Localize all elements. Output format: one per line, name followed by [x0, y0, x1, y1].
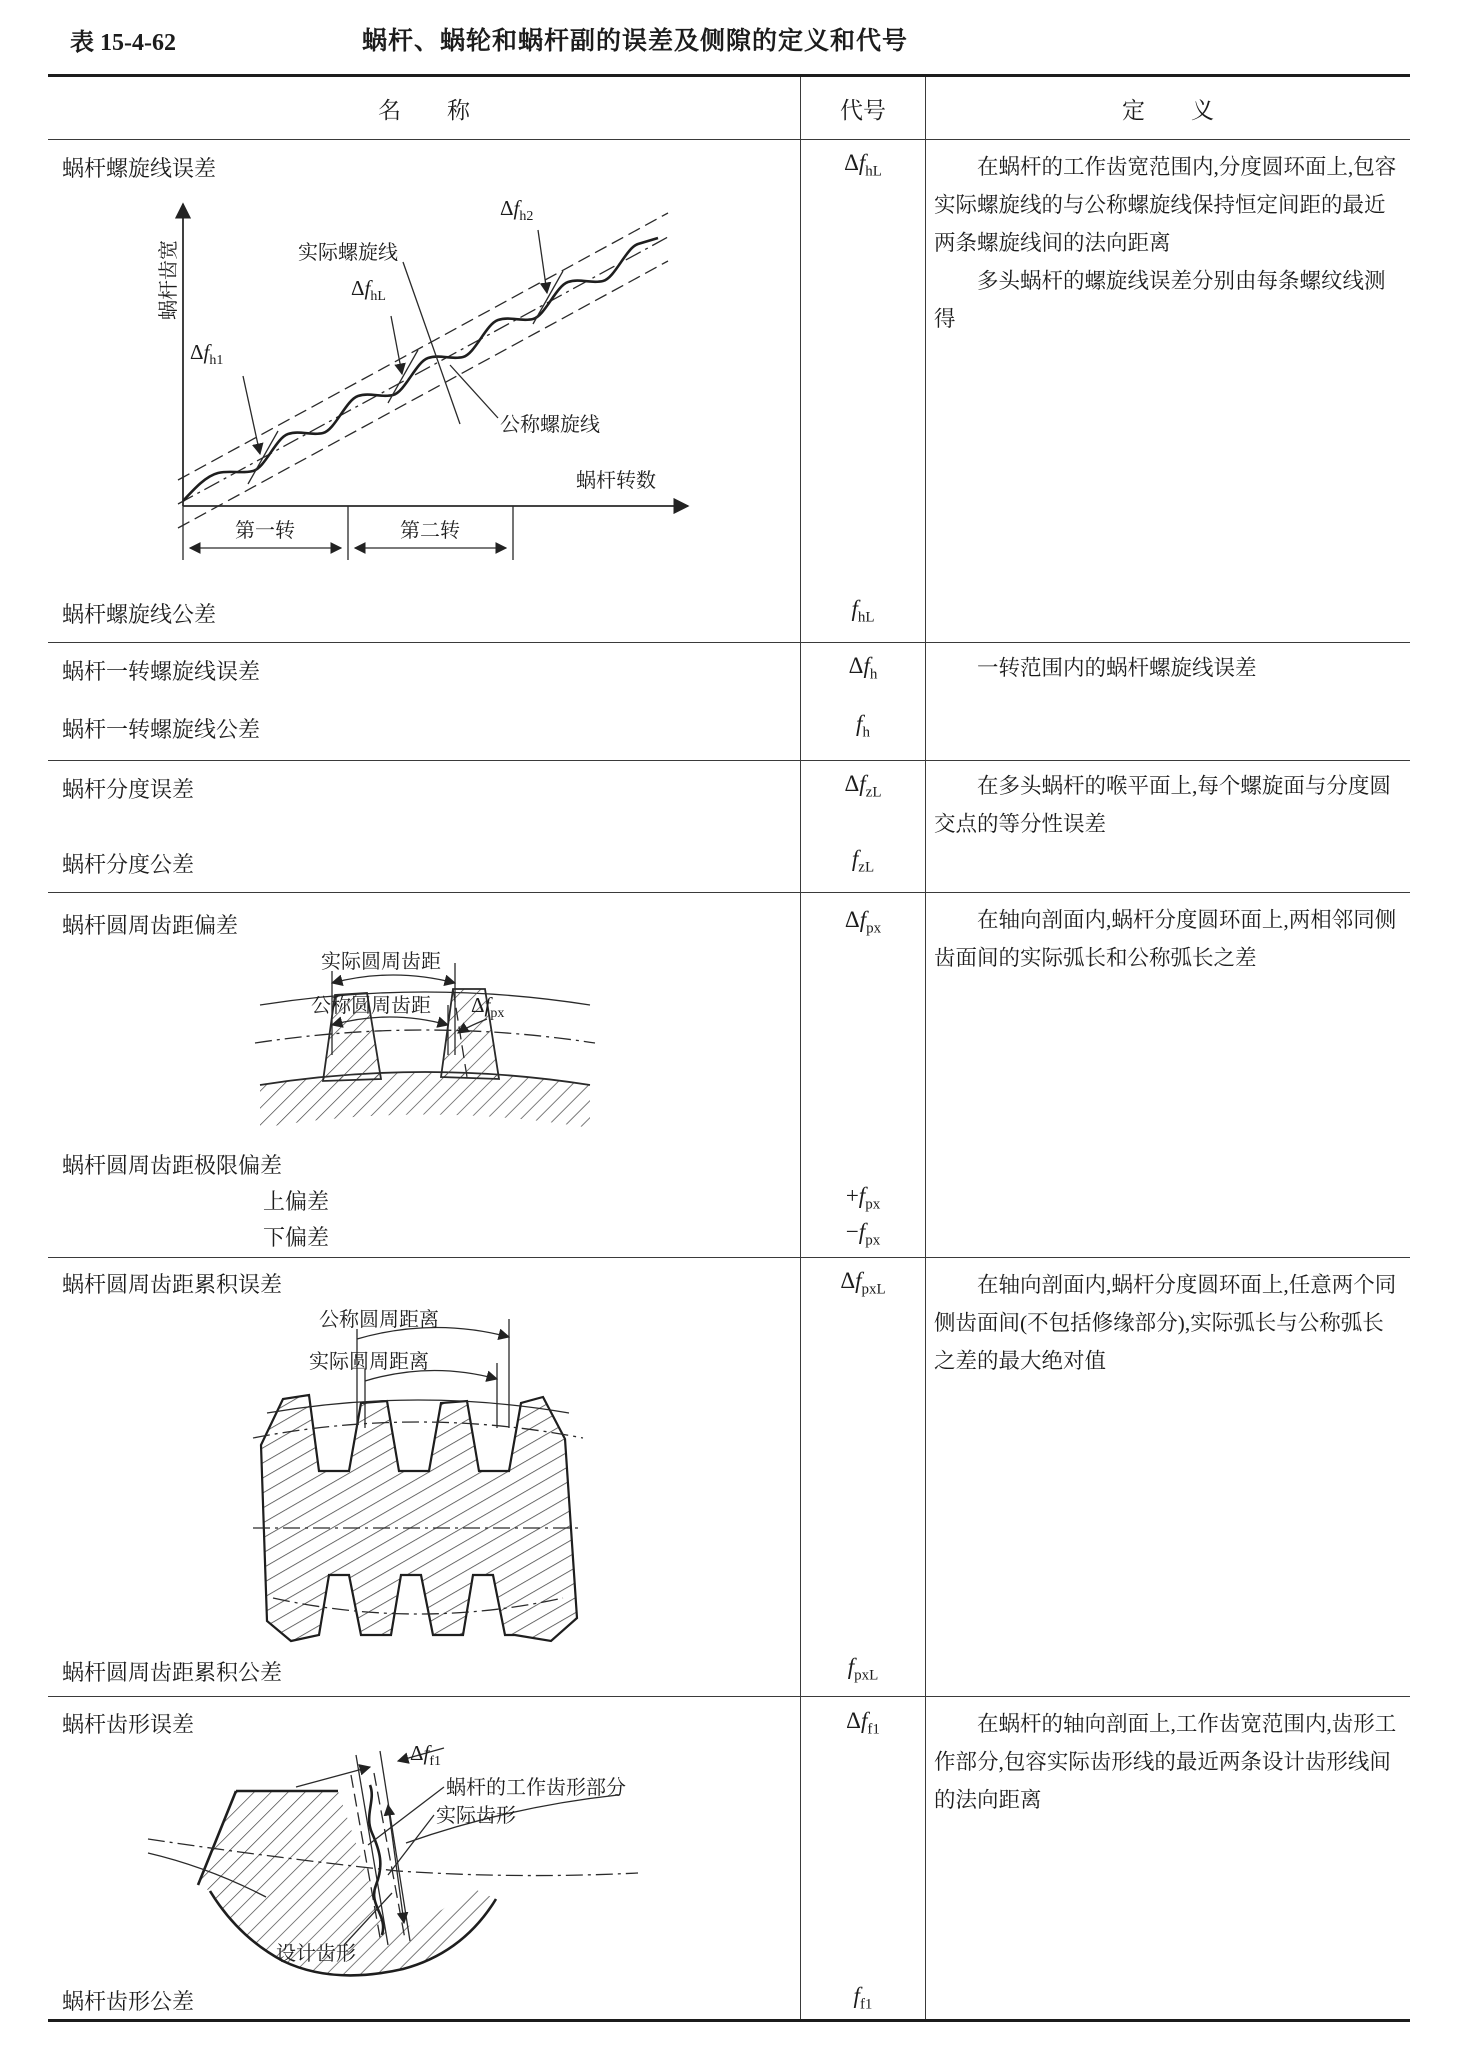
header-definition: 定 义: [925, 77, 1410, 139]
symbol-error: $\Delta f_{pxL}$: [840, 1268, 886, 1298]
definition-text: 在轴向剖面内,蜗杆分度圆环面上,任意两个同侧齿面间(不包括修缘部分),实际弧长与公称弧长之差的最大绝对值: [934, 1273, 1397, 1373]
actual-distance-label: 实际圆周距离: [309, 1351, 429, 1373]
actual-pitch-label: 实际圆周齿距: [321, 951, 441, 973]
profile-dev-label: $\Delta f_{f1}$: [410, 1741, 442, 1770]
row-name: 蜗杆圆周齿距偏差: [62, 913, 239, 938]
nominal-distance-label: 公称圆周距离: [319, 1309, 439, 1331]
symbol-error: $\Delta f_{f1}$: [846, 1708, 880, 1738]
symbol-tolerance: $f_h$: [856, 711, 870, 741]
row-tolerance-name: 蜗杆圆周齿距累积公差: [62, 1660, 283, 1685]
table-row-one-rev-helix: [48, 642, 1410, 760]
row-name: 蜗杆齿形误差: [62, 1712, 195, 1737]
definition-text: 在多头蜗杆的喉平面上,每个螺旋面与分度圆交点的等分性误差: [934, 774, 1391, 836]
symbol-error: $\Delta f_{px}$: [844, 907, 882, 937]
first-rev-label: 第一转: [235, 520, 295, 542]
second-rev-label: 第二转: [400, 520, 460, 542]
profile-error-diagram: [148, 1741, 703, 1981]
table-row-pitch-deviation: [48, 892, 1410, 1257]
table-row-indexing-error: [48, 760, 1410, 892]
actual-profile-label: 实际齿形: [436, 1805, 516, 1827]
header-symbol: 代号: [800, 77, 925, 139]
lower-deviation-name: 下偏差: [263, 1225, 330, 1250]
symbol-error: $\Delta f_{hL}$: [844, 150, 882, 180]
row-name: 蜗杆螺旋线误差: [62, 156, 217, 181]
upper-deviation-name: 上偏差: [263, 1189, 330, 1214]
helix-x-axis-label: 蜗杆转数: [576, 470, 656, 492]
table-row-profile-error: [48, 1696, 1410, 2019]
row-tolerance-name: 蜗杆一转螺旋线公差: [62, 717, 261, 742]
pitch-dev-label: $\Delta f_{px}$: [471, 993, 505, 1022]
symbol-tolerance: $f_{pxL}$: [847, 1654, 879, 1684]
table-row-helix-error: [48, 139, 1410, 642]
actual-helix-label: 实际螺旋线: [298, 242, 398, 264]
helix-devL-label: $\Delta f_{hL}$: [351, 276, 386, 305]
row-tolerance-name: 蜗杆齿形公差: [62, 1989, 195, 2014]
table-header-row: [48, 77, 1410, 139]
design-profile-label: 设计齿形: [276, 1943, 356, 1965]
symbol-lower-deviation: $-f_{px}$: [845, 1219, 881, 1249]
symbol-tolerance: $f_{hL}$: [851, 596, 875, 626]
table-number: 表 15-4-62: [70, 30, 176, 56]
row-name: 蜗杆分度误差: [62, 777, 195, 802]
pitch-deviation-diagram: [255, 943, 595, 1143]
symbol-error: $\Delta f_h$: [848, 653, 878, 683]
header-name: 名 称: [378, 97, 470, 123]
helix-error-diagram: [148, 188, 703, 608]
helix-dev2-label: $\Delta f_{h2}$: [500, 196, 534, 225]
symbol-tolerance: $f_{zL}$: [851, 846, 875, 876]
row-name: 蜗杆圆周齿距累积误差: [62, 1272, 283, 1297]
helix-y-axis-label: 蜗杆齿宽: [158, 240, 180, 320]
symbol-error: $\Delta f_{zL}$: [844, 771, 882, 801]
definition-text: 在轴向剖面内,蜗杆分度圆环面上,两相邻同侧齿面间的实际弧长和公称弧长之差: [934, 908, 1397, 970]
limit-deviation-name: 蜗杆圆周齿距极限偏差: [62, 1153, 283, 1178]
definition-text: 一转范围内的蜗杆螺旋线误差: [977, 656, 1257, 680]
definition-table: [48, 74, 1410, 2022]
nominal-helix-label: 公称螺旋线: [500, 414, 600, 436]
table-title: 蜗杆、蜗轮和蜗杆副的误差及侧隙的定义和代号: [361, 28, 909, 55]
definition-text: 在蜗杆的工作齿宽范围内,分度圆环面上,包容实际螺旋线的与公称螺旋线保持恒定间距的最近两条螺旋线间的法向距离 多头蜗杆的螺旋线误差分别由每条螺纹线测得: [934, 155, 1397, 331]
symbol-tolerance: $f_{f1}$: [853, 1983, 873, 2013]
nominal-pitch-label: 公称圆周齿距: [311, 995, 431, 1017]
row-name: 蜗杆一转螺旋线误差: [62, 659, 261, 684]
working-profile-label: 蜗杆的工作齿形部分: [446, 1777, 626, 1799]
symbol-upper-deviation: $+f_{px}$: [845, 1183, 881, 1213]
table-row-cumulative-pitch: [48, 1257, 1410, 1696]
row-tolerance-name: 蜗杆螺旋线公差: [62, 602, 217, 627]
helix-dev1-label: $\Delta f_{h1}$: [190, 340, 224, 369]
row-tolerance-name: 蜗杆分度公差: [62, 852, 195, 877]
definition-text: 在蜗杆的轴向剖面上,工作齿宽范围内,齿形工作部分,包容实际齿形线的最近两条设计齿形线间的法向距离: [934, 1712, 1397, 1812]
cumulative-pitch-diagram: [253, 1303, 583, 1648]
